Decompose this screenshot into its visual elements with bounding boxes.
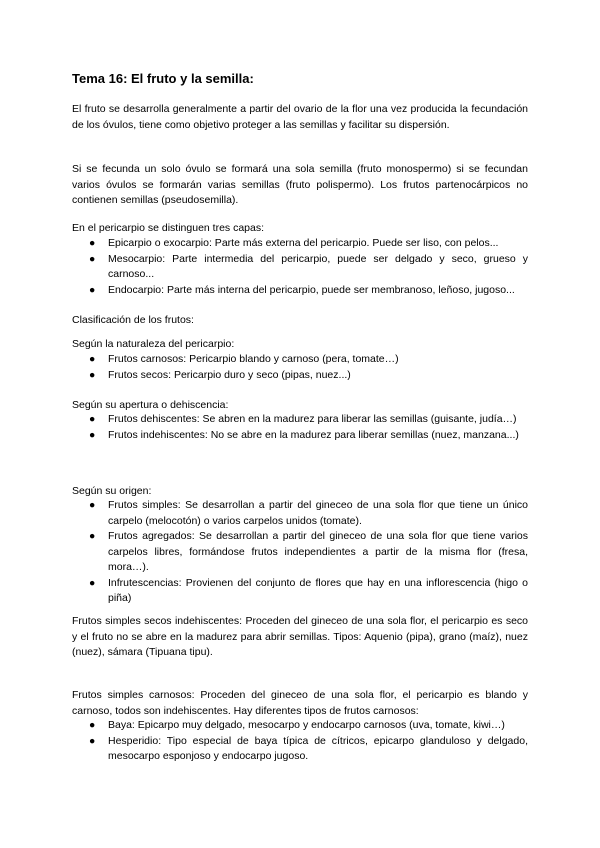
- classification-heading: Clasificación de los frutos:: [72, 314, 194, 326]
- list-item: ● Frutos dehiscentes: Se abren en la madurez para liberar las semillas (guisante, judía…): [72, 412, 528, 428]
- bullet-icon: ●: [89, 428, 96, 441]
- origin-heading: Según su origen:: [72, 485, 152, 497]
- bullet-icon: ●: [89, 719, 96, 731]
- list-item: ● Frutos agregados: Se desarrollan a partir del gineceo de una sola flor que tiene varios carpelos libres, formándose frutos independientes a partir de la misma flor (fresa, mora…).: [89, 530, 528, 573]
- list-item: ● Endocarpio: Parte más interna del pericarpio, puede ser membranoso, leñoso, jugoso...: [72, 283, 528, 299]
- seeds-paragraph: Si se fecunda un solo óvulo se formará una sola semilla (fruto monospermo) si se fecundan varios óvulos se formarán varias semillas (fruto polispermo). Los frutos partenocárpicos no contienen semillas (pseudosemilla).: [72, 163, 528, 206]
- bullet-icon: ●: [89, 283, 96, 296]
- list-item: ● Baya: Epicarpo muy delgado, mesocarpo y endocarpo carnosos (uva, tomate, kiwi…): [72, 718, 528, 734]
- bullet-icon: ●: [89, 734, 96, 747]
- list-item: ● Infrutescencias: Provienen del conjunto de flores que hay en una inflorescencia (higo o piña): [89, 576, 528, 604]
- fleshy-list: [72, 718, 528, 765]
- pericarp-list: [72, 236, 528, 298]
- list-item: ● Frutos carnosos: Pericarpio blando y carnoso (pera, tomate…): [72, 352, 528, 368]
- opening-list: [72, 412, 528, 443]
- page-title: Tema 16: El fruto y la semilla:: [72, 71, 254, 86]
- bullet-icon: ●: [89, 499, 96, 511]
- bullet-icon: ●: [89, 368, 96, 381]
- bullet-icon: ●: [89, 530, 96, 542]
- nature-list: [72, 352, 528, 383]
- list-item: ● Frutos indehiscentes: No se abre en la madurez para liberar semillas (nuez, manzana...): [72, 428, 528, 444]
- bullet-icon: ●: [89, 353, 96, 365]
- opening-heading: Según su apertura o dehiscencia:: [72, 399, 229, 411]
- dry-indehiscent-paragraph: Frutos simples secos indehiscentes: Proceden del gineceo de una sola flor, el pericarpio es seco y el fruto no se abre en la madurez para abrir semillas. Tipos: Aquenio (pipa), grano (maíz), nuez (nuez), sámara (Tipuana tipu).: [72, 615, 528, 658]
- list-item: ● Mesocarpio: Parte intermedia del pericarpio, puede ser delgado y seco, grueso y carnoso...: [89, 252, 528, 280]
- list-item: ● Frutos secos: Pericarpio duro y seco (pipas, nuez...): [72, 368, 528, 384]
- bullet-icon: ●: [89, 413, 96, 425]
- origin-list: [72, 498, 528, 607]
- list-item: ● Hesperidio: Tipo especial de baya típica de cítricos, epicarpo glanduloso y delgado, mesocarpo esponjoso y endocarpo jugoso.: [89, 734, 528, 762]
- list-item: ● Epicarpio o exocarpio: Parte más externa del pericarpio. Puede ser liso, con pelos...: [72, 236, 528, 252]
- pericarp-heading: En el pericarpio se distinguen tres capas:: [72, 222, 265, 234]
- bullet-icon: ●: [89, 237, 96, 249]
- nature-heading: Según la naturaleza del pericarpio:: [72, 338, 235, 350]
- intro-paragraph: El fruto se desarrolla generalmente a partir del ovario de la flor una vez producida la fecundación de los óvulos, tiene como objetivo proteger a las semillas y facilitar su dispersión.: [72, 103, 528, 131]
- list-item: ● Frutos simples: Se desarrollan a partir del gineceo de una sola flor que tiene un único carpelo (melocotón) o varios carpelos unidos (tomate).: [89, 499, 528, 527]
- bullet-icon: ●: [89, 252, 96, 265]
- fleshy-fruits-paragraph: Frutos simples carnosos: Proceden del gineceo de una sola flor, el pericarpio es blando y carnoso, todos son indehiscentes. Hay diferentes tipos de frutos carnosos:: [72, 689, 528, 717]
- bullet-icon: ●: [89, 576, 96, 589]
